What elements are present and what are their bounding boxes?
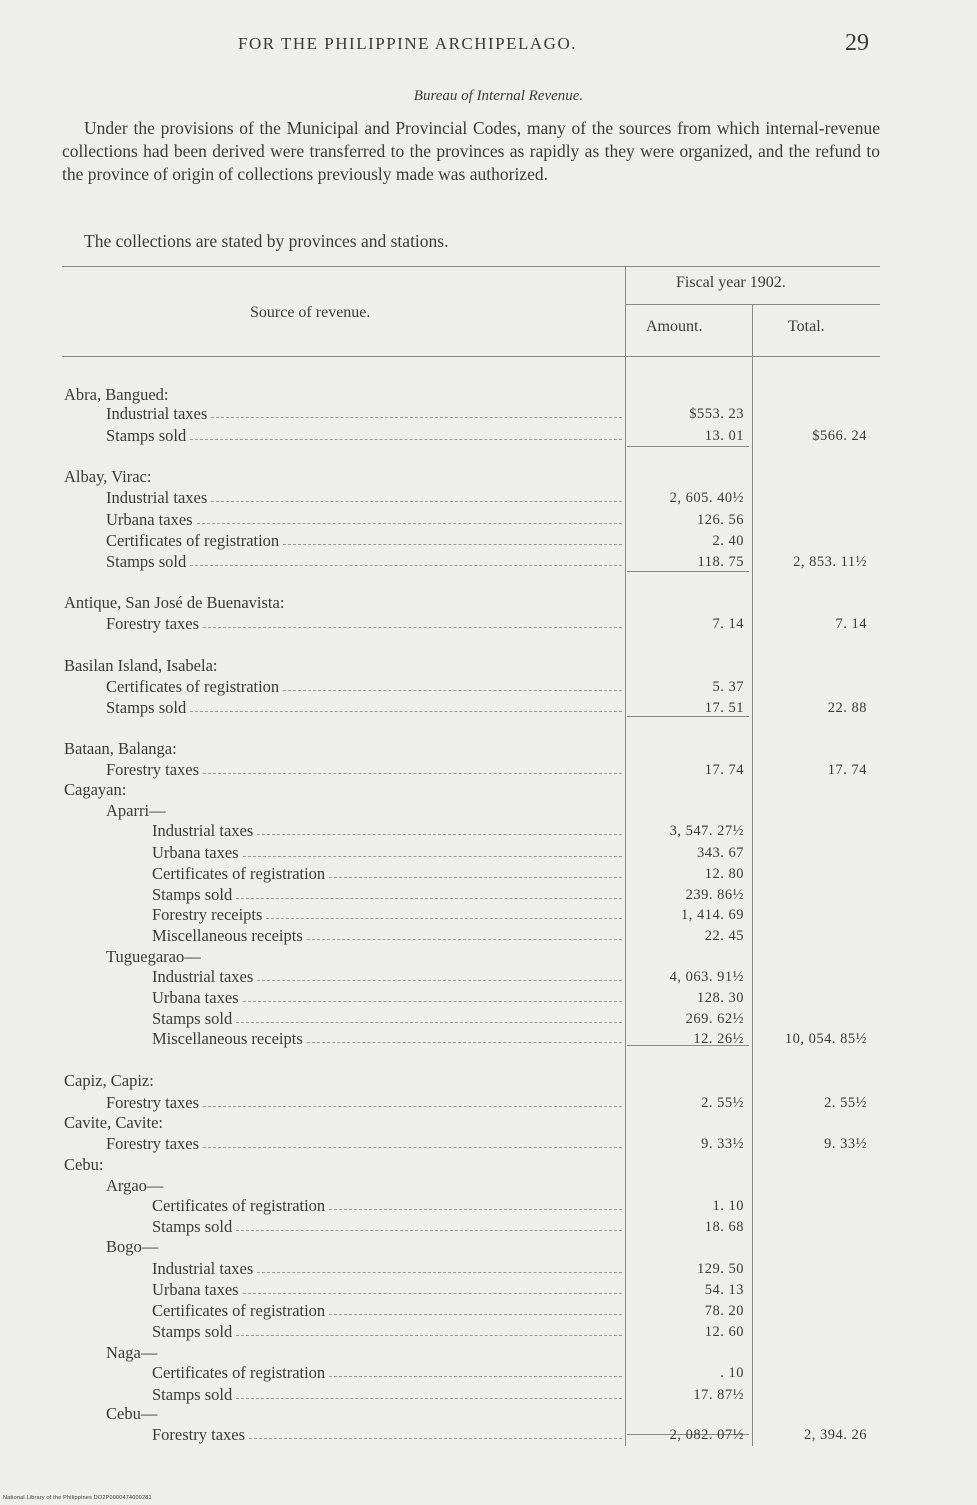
row-label: Forestry taxes bbox=[106, 760, 200, 779]
table-row bbox=[0, 947, 977, 968]
table-row bbox=[0, 488, 977, 509]
table-row bbox=[0, 905, 977, 926]
row-label: Stamps sold bbox=[152, 1009, 233, 1028]
amount-cell: 18. 68 bbox=[704, 1219, 744, 1235]
row-label: Stamps sold bbox=[106, 698, 187, 717]
row-label: Forestry taxes bbox=[106, 1134, 200, 1153]
amount-cell: 343. 67 bbox=[697, 845, 744, 861]
amount-cell: 4, 063. 91½ bbox=[669, 969, 744, 985]
table-row bbox=[0, 967, 977, 988]
table-row bbox=[0, 1237, 977, 1258]
row-label: Urbana taxes bbox=[152, 988, 239, 1007]
table-row bbox=[0, 552, 977, 573]
dot-leader bbox=[236, 1335, 622, 1336]
dot-leader bbox=[307, 939, 622, 940]
table-row bbox=[0, 677, 977, 698]
row-label: Stamps sold bbox=[152, 1385, 233, 1404]
total-column-header: Total. bbox=[788, 318, 825, 335]
table-row bbox=[0, 1029, 977, 1050]
table-row bbox=[0, 988, 977, 1009]
table-row bbox=[0, 1196, 977, 1217]
dot-leader bbox=[211, 501, 622, 502]
amount-cell: 17. 51 bbox=[704, 700, 744, 716]
total-cell: 2. 55½ bbox=[824, 1095, 867, 1111]
row-label: Basilan Island, Isabela: bbox=[64, 656, 218, 675]
amount-cell: 13. 01 bbox=[704, 428, 744, 444]
amount-cell: 126. 56 bbox=[697, 512, 744, 528]
row-label: Cebu: bbox=[64, 1155, 104, 1174]
amount-cell: 12. 26½ bbox=[693, 1031, 744, 1047]
row-label: Urbana taxes bbox=[152, 1280, 239, 1299]
table-row bbox=[0, 1363, 977, 1384]
row-label: Abra, Bangued: bbox=[64, 385, 169, 404]
dot-leader bbox=[329, 1209, 622, 1210]
amount-cell: 78. 20 bbox=[704, 1303, 744, 1319]
row-label: Cagayan: bbox=[64, 780, 127, 799]
dot-leader bbox=[257, 1272, 622, 1273]
table-row bbox=[0, 1009, 977, 1030]
amount-cell: 269. 62½ bbox=[685, 1011, 744, 1027]
table-row bbox=[0, 1301, 977, 1322]
table-row bbox=[0, 885, 977, 906]
table-row bbox=[0, 1093, 977, 1114]
dot-leader bbox=[329, 877, 622, 878]
row-label: Miscellaneous receipts bbox=[152, 1029, 303, 1048]
row-label: Industrial taxes bbox=[152, 967, 254, 986]
row-label: Albay, Virac: bbox=[64, 467, 152, 486]
amount-cell: 1, 414. 69 bbox=[681, 907, 744, 923]
dot-leader bbox=[236, 1022, 622, 1023]
table-row bbox=[0, 510, 977, 531]
total-cell: 7. 14 bbox=[835, 616, 867, 632]
row-label: Stamps sold bbox=[152, 1322, 233, 1341]
amount-cell: 239. 86½ bbox=[685, 887, 744, 903]
amount-column-header: Amount. bbox=[646, 318, 703, 335]
row-label: Forestry taxes bbox=[152, 1425, 246, 1444]
total-cell: 2, 853. 11½ bbox=[793, 554, 867, 570]
amount-cell: 118. 75 bbox=[697, 554, 744, 570]
table-row bbox=[0, 843, 977, 864]
dot-leader bbox=[203, 627, 622, 628]
table-row bbox=[0, 1176, 977, 1197]
table-row bbox=[0, 467, 977, 488]
total-cell: 9. 33½ bbox=[824, 1136, 867, 1152]
source-column-header: Source of revenue. bbox=[250, 304, 371, 321]
amount-cell: 5. 37 bbox=[712, 679, 744, 695]
fiscal-underline bbox=[626, 304, 880, 305]
amount-cell: 7. 14 bbox=[712, 616, 744, 632]
table-row bbox=[0, 1280, 977, 1301]
row-label: Cavite, Cavite: bbox=[64, 1113, 163, 1132]
table-row bbox=[0, 656, 977, 677]
table-row bbox=[0, 531, 977, 552]
table-row bbox=[0, 698, 977, 719]
total-cell: $566. 24 bbox=[812, 428, 867, 444]
dot-leader bbox=[190, 439, 622, 440]
amount-cell: 12. 80 bbox=[704, 866, 744, 882]
row-label: Stamps sold bbox=[152, 885, 233, 904]
dot-leader bbox=[283, 544, 622, 545]
dot-leader bbox=[190, 711, 622, 712]
intro-paragraph: Under the provisions of the Municipal and Provincial Codes, many of the sources from which internal-revenue collections had been derived were transferred to the provinces as rapidly as they were organized, and the refund to the province of origin of collections previously made was authorized. bbox=[62, 118, 880, 184]
row-label: Certificates of registration bbox=[106, 531, 280, 550]
dot-leader bbox=[257, 980, 622, 981]
row-label: Industrial taxes bbox=[152, 1259, 254, 1278]
dot-leader bbox=[283, 690, 622, 691]
amount-cell: 22. 45 bbox=[704, 928, 744, 944]
amount-cell: 2. 55½ bbox=[701, 1095, 744, 1111]
table-row bbox=[0, 1343, 977, 1364]
table-top-rule bbox=[62, 266, 880, 267]
page-header bbox=[0, 30, 977, 60]
amount-cell: $553. 23 bbox=[689, 406, 744, 422]
dot-leader bbox=[190, 565, 622, 566]
table-row bbox=[0, 1385, 977, 1406]
dot-leader bbox=[257, 834, 622, 835]
amount-cell: 1. 10 bbox=[712, 1198, 744, 1214]
table-row bbox=[0, 1404, 977, 1425]
amount-cell: 128. 30 bbox=[697, 990, 744, 1006]
row-label: Bataan, Balanga: bbox=[64, 739, 177, 758]
dot-leader bbox=[329, 1314, 622, 1315]
table-row bbox=[0, 760, 977, 781]
row-label: Stamps sold bbox=[106, 552, 187, 571]
table-row bbox=[0, 1071, 977, 1092]
dot-leader bbox=[236, 1230, 622, 1231]
row-label: Stamps sold bbox=[106, 426, 187, 445]
table-row bbox=[0, 614, 977, 635]
row-label: Industrial taxes bbox=[106, 404, 208, 423]
dot-leader bbox=[203, 1106, 622, 1107]
dot-leader bbox=[266, 918, 622, 919]
table-row bbox=[0, 426, 977, 447]
amount-cell: 2. 40 bbox=[712, 533, 744, 549]
total-cell: 10, 054. 85½ bbox=[784, 1031, 867, 1047]
dot-leader bbox=[243, 1293, 622, 1294]
row-label: Certificates of registration bbox=[152, 864, 326, 883]
table-row bbox=[0, 1259, 977, 1280]
amount-cell: 17. 74 bbox=[704, 762, 744, 778]
header-bottom-rule bbox=[62, 356, 880, 357]
table-row bbox=[0, 821, 977, 842]
dot-leader bbox=[203, 1147, 622, 1148]
table-row bbox=[0, 1322, 977, 1343]
dot-leader bbox=[236, 1398, 622, 1399]
dot-leader bbox=[197, 523, 622, 524]
total-cell: 17. 74 bbox=[827, 762, 867, 778]
dot-leader bbox=[307, 1042, 622, 1043]
row-label: Industrial taxes bbox=[152, 821, 254, 840]
row-label: Forestry receipts bbox=[152, 905, 263, 924]
table-row bbox=[0, 593, 977, 614]
row-label: Forestry taxes bbox=[106, 1093, 200, 1112]
fiscal-year-header: Fiscal year 1902. bbox=[676, 274, 786, 291]
row-label: Antique, San José de Buenavista: bbox=[64, 593, 285, 612]
dot-leader bbox=[249, 1438, 622, 1439]
amount-cell: 2, 082. 07½ bbox=[669, 1427, 744, 1443]
table-row bbox=[0, 1113, 977, 1134]
row-label: Stamps sold bbox=[152, 1217, 233, 1236]
table-row bbox=[0, 1425, 977, 1446]
section-heading: Bureau of Internal Revenue. bbox=[413, 88, 584, 104]
row-label: Urbana taxes bbox=[106, 510, 193, 529]
row-label: Naga— bbox=[106, 1343, 158, 1362]
row-label: Certificates of registration bbox=[152, 1196, 326, 1215]
row-label: Certificates of registration bbox=[152, 1301, 326, 1320]
table-row bbox=[0, 801, 977, 822]
row-label: Aparri— bbox=[106, 801, 166, 820]
table-row bbox=[0, 780, 977, 801]
dot-leader bbox=[329, 1376, 622, 1377]
amount-cell: 2, 605. 40½ bbox=[669, 490, 744, 506]
row-label: Bogo— bbox=[106, 1237, 159, 1256]
table-row bbox=[0, 1134, 977, 1155]
dot-leader bbox=[236, 898, 622, 899]
amount-cell: . 10 bbox=[720, 1365, 744, 1381]
row-label: Cebu— bbox=[106, 1404, 158, 1423]
intro-paragraph-2: The collections are stated by provinces and stations. bbox=[84, 231, 449, 251]
row-label: Certificates of registration bbox=[106, 677, 280, 696]
row-label: Certificates of registration bbox=[152, 1363, 326, 1382]
table-row bbox=[0, 404, 977, 425]
dot-leader bbox=[203, 773, 622, 774]
row-label: Industrial taxes bbox=[106, 488, 208, 507]
table-row bbox=[0, 926, 977, 947]
row-label: Tuguegarao— bbox=[106, 947, 201, 966]
amount-cell: 17. 87½ bbox=[693, 1387, 744, 1403]
table-row bbox=[0, 1155, 977, 1176]
row-label: Argao— bbox=[106, 1176, 164, 1195]
amount-cell: 129. 50 bbox=[697, 1261, 744, 1277]
row-label: Forestry taxes bbox=[106, 614, 200, 633]
dot-leader bbox=[211, 417, 622, 418]
running-title: FOR THE PHILIPPINE ARCHIPELAGO. bbox=[238, 34, 577, 53]
dot-leader bbox=[243, 856, 622, 857]
row-label: Capiz, Capiz: bbox=[64, 1071, 154, 1090]
amount-cell: 3, 547. 27½ bbox=[669, 823, 744, 839]
total-cell: 22. 88 bbox=[827, 700, 867, 716]
dot-leader bbox=[243, 1001, 622, 1002]
scan-credit: National Library of the Philippines DO2P0000474000281 bbox=[3, 1495, 152, 1501]
page-number: 29 bbox=[845, 30, 869, 56]
table-row bbox=[0, 739, 977, 760]
table-row bbox=[0, 864, 977, 885]
table-row bbox=[0, 1217, 977, 1238]
amount-cell: 12. 60 bbox=[704, 1324, 744, 1340]
amount-cell: 9. 33½ bbox=[701, 1136, 744, 1152]
row-label: Urbana taxes bbox=[152, 843, 239, 862]
amount-cell: 54. 13 bbox=[704, 1282, 744, 1298]
table-row bbox=[0, 385, 977, 406]
row-label: Miscellaneous receipts bbox=[152, 926, 303, 945]
total-cell: 2, 394. 26 bbox=[804, 1427, 867, 1443]
